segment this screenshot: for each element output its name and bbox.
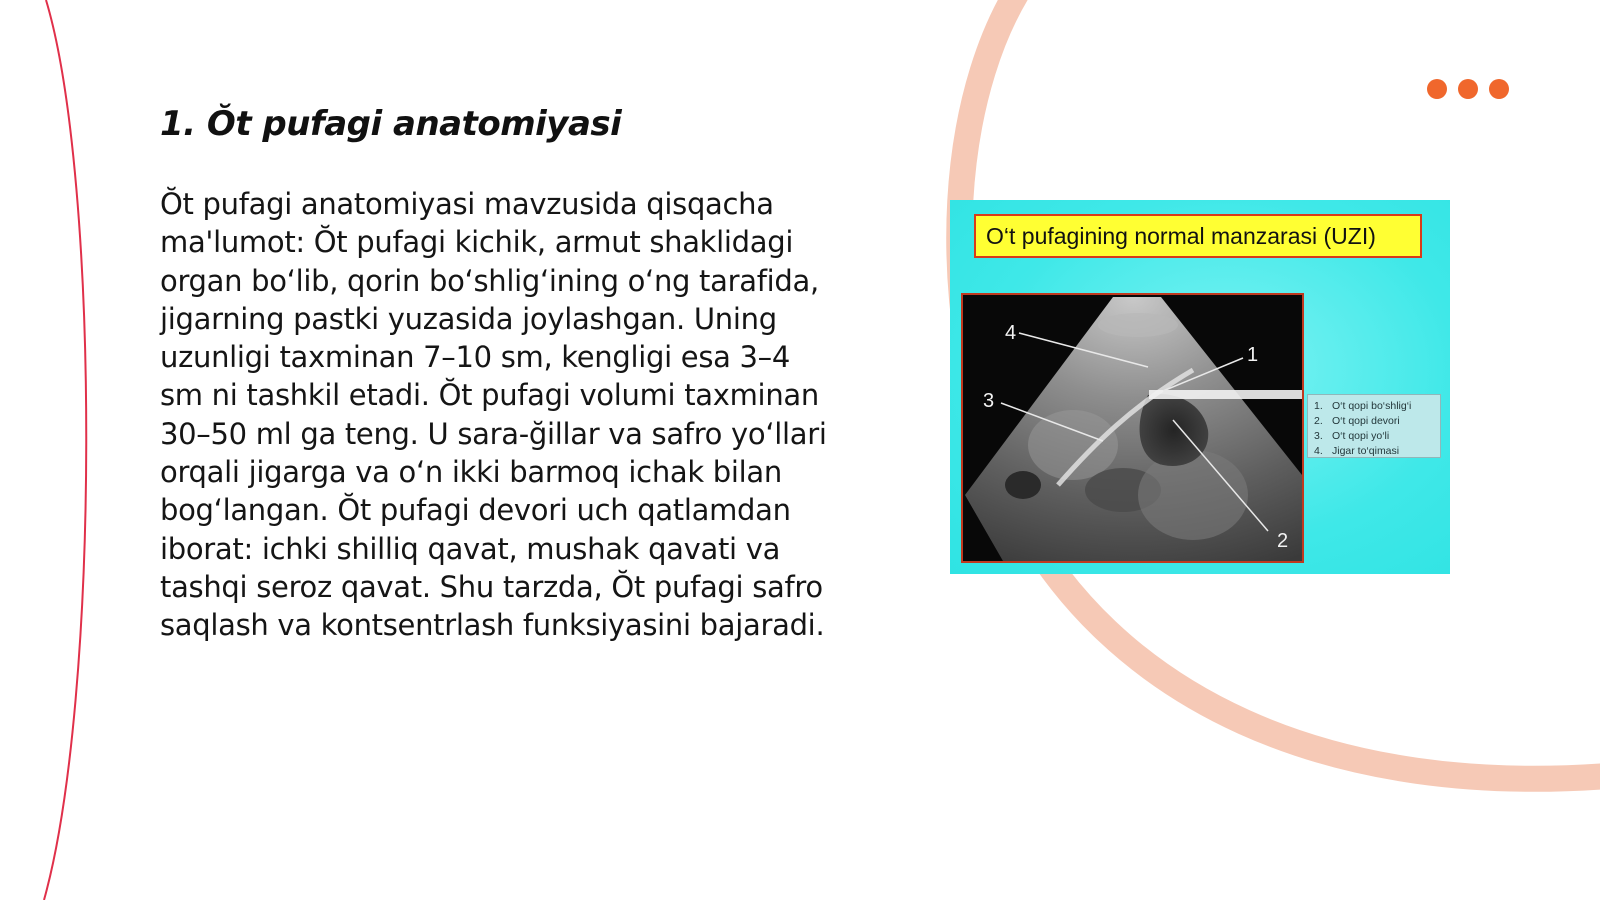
marker-4: 4 [1005, 322, 1017, 344]
marker-3: 3 [983, 390, 995, 412]
dot-icon [1489, 79, 1509, 99]
dot-icon [1458, 79, 1478, 99]
left-curve-line [44, 0, 86, 900]
slide-body-text: Ŏt pufagi anatomiyasi mavzusida qisqacha ma'lumot: Ŏt pufagi kichik, armut shaklidagi organ bo‘lib, qorin bo‘shlig‘ining o‘ng tarafida, jigarning pastki yuzasida joylashgan. Uning uzunligi taxminan 7–10 sm, kengligi esa 3–4 sm ni tashkil etadi. Ŏt pufagi volumi taxminan 30–50 ml ga teng. U sara-ğillar va safro yo‘llari orqali jigarga va o‘n ikki barmoq ichak bilan bog‘langan. Ŏt pufagi devori uch qatlamdan iborat: ichki shilliq qavat, mushak qavati va tashqi seroz qavat. Shu tarzda, Ŏt pufagi safro saqlash va kontsentrlash funksiyasini bajaradi. [160, 187, 827, 643]
marker-2: 2 [1277, 530, 1289, 552]
ultrasound-image [961, 293, 1304, 563]
legend-item: 1. O‘t qopi bo‘shlig‘i [1314, 400, 1412, 412]
figure-title: O‘t pufagining normal manzarasi (UZI) [974, 214, 1422, 258]
legend-item: 2. O‘t qopi devori [1314, 415, 1400, 427]
ultrasound-figure [950, 200, 1450, 574]
marker-1: 1 [1247, 344, 1259, 366]
slide-title: 1. Ŏt pufagi anatomiyasi [160, 104, 622, 144]
decorative-dots [1427, 79, 1509, 99]
legend-item: 4. Jigar to‘qimasi [1314, 445, 1400, 457]
figure-legend [1307, 394, 1441, 458]
dot-icon [1427, 79, 1447, 99]
legend-item: 3. O‘t qopi yo‘li [1314, 430, 1390, 442]
